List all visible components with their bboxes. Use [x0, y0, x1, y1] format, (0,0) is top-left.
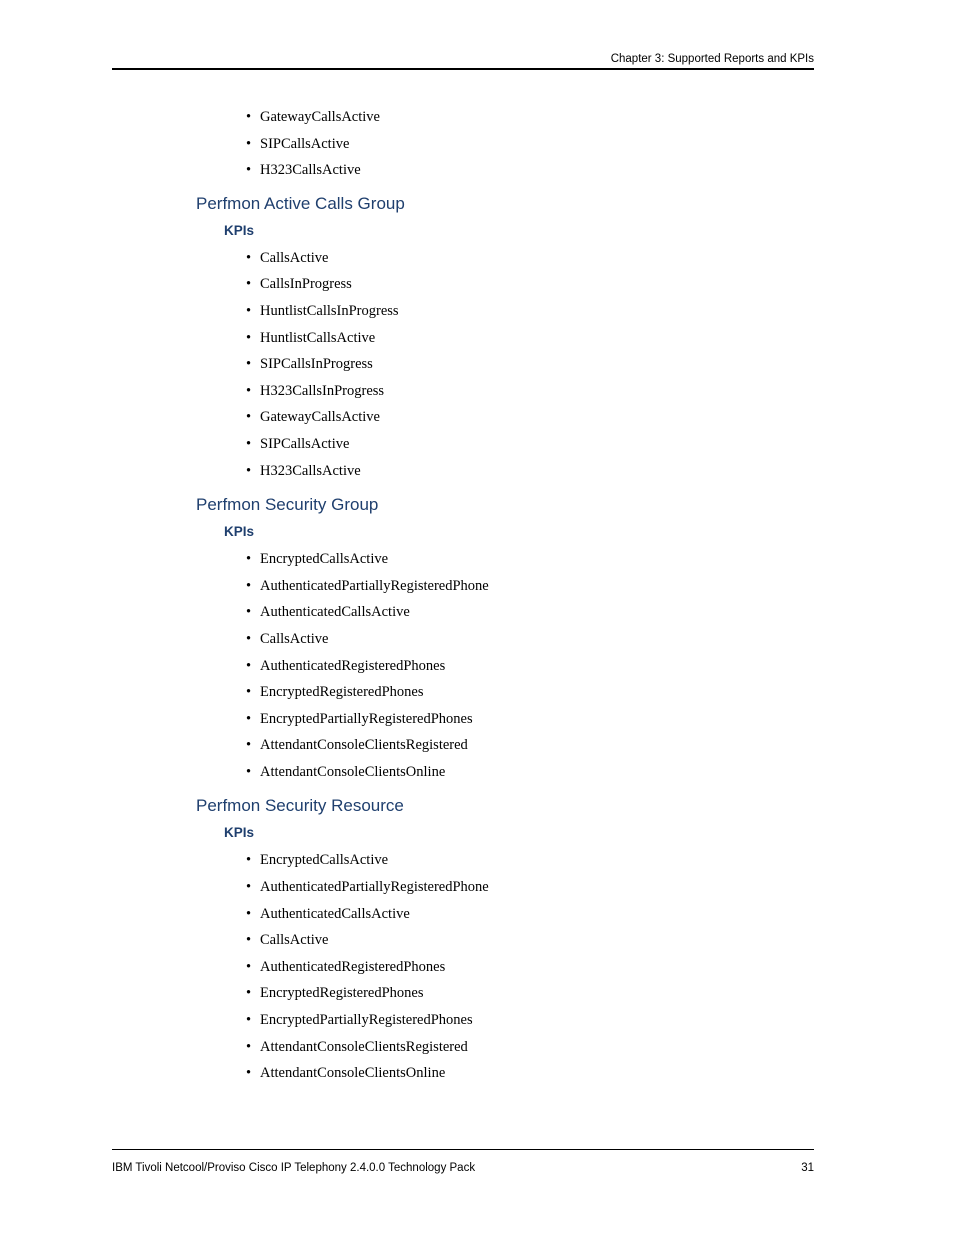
kpi-list [0, 546, 954, 785]
bullet-icon: • [246, 985, 252, 1002]
bullet-icon: • [246, 932, 252, 949]
section-security-group [0, 493, 954, 785]
list-item [0, 1060, 954, 1087]
list-item [0, 759, 954, 786]
list-item [0, 404, 954, 431]
list-item-text: SIPCallsInProgress [260, 356, 373, 373]
list-item-text: EncryptedPartiallyRegisteredPhones [260, 710, 473, 727]
header-rule [112, 68, 814, 70]
list-item-text: H323CallsActive [260, 162, 361, 179]
bullet-icon: • [246, 551, 252, 568]
section-title: Perfmon Security Resource [196, 796, 404, 816]
footer-title: IBM Tivoli Netcool/Proviso Cisco IP Telephony 2.4.0.0 Technology Pack [112, 1162, 476, 1174]
bullet-icon: • [246, 737, 252, 754]
list-item [0, 1007, 954, 1034]
bullet-icon: • [246, 657, 252, 674]
kpi-heading: KPIs [224, 524, 255, 540]
list-item [0, 679, 954, 706]
list-item [0, 298, 954, 325]
list-item-text: EncryptedPartiallyRegisteredPhones [260, 1012, 473, 1029]
list-item [0, 599, 954, 626]
bullet-icon: • [246, 577, 252, 594]
list-item [0, 847, 954, 874]
list-item-text: GatewayCallsActive [260, 409, 380, 426]
bullet-icon: • [246, 958, 252, 975]
list-item-text: AuthenticatedRegisteredPhones [260, 958, 446, 975]
list-item-text: AuthenticatedRegisteredPhones [260, 657, 446, 674]
list-item-text: CallsInProgress [260, 276, 352, 293]
section-title: Perfmon Active Calls Group [196, 193, 405, 213]
list-item-text: AuthenticatedCallsActive [260, 905, 410, 922]
section-active-calls-group [0, 192, 954, 484]
list-item-text: CallsActive [260, 630, 329, 647]
bullet-icon: • [246, 109, 252, 125]
list-item-text: AuthenticatedPartiallyRegisteredPhone [260, 879, 489, 896]
list-item-text: SIPCallsActive [260, 435, 350, 452]
page-body [0, 104, 954, 1087]
page-number: 31 [801, 1162, 814, 1174]
intro-kpi-list [0, 104, 954, 184]
list-item [0, 980, 954, 1007]
kpi-heading: KPIs [224, 222, 255, 238]
bullet-icon: • [246, 763, 252, 780]
section-title: Perfmon Security Group [196, 495, 379, 515]
list-item-text: EncryptedRegisteredPhones [260, 684, 424, 701]
list-item [0, 245, 954, 272]
list-item [0, 325, 954, 352]
list-item-text: EncryptedCallsActive [260, 852, 389, 869]
bullet-icon: • [246, 684, 252, 701]
list-item [0, 157, 954, 184]
list-item [0, 901, 954, 928]
kpi-list [0, 847, 954, 1086]
list-item [0, 351, 954, 378]
list-item-text: AttendantConsoleClientsRegistered [260, 1038, 468, 1055]
list-item [0, 927, 954, 954]
list-item-text: HuntlistCallsActive [260, 329, 376, 346]
list-item-text: AttendantConsoleClientsOnline [260, 1065, 446, 1082]
list-item-text: GatewayCallsActive [260, 109, 380, 125]
bullet-icon: • [246, 162, 252, 179]
list-item [0, 458, 954, 485]
list-item [0, 653, 954, 680]
bullet-icon: • [246, 249, 252, 266]
bullet-icon: • [246, 879, 252, 896]
bullet-icon: • [246, 356, 252, 373]
list-item-text: HuntlistCallsInProgress [260, 302, 399, 319]
list-item [0, 706, 954, 733]
bullet-icon: • [246, 329, 252, 346]
list-item-text: CallsActive [260, 249, 329, 266]
bullet-icon: • [246, 435, 252, 452]
bullet-icon: • [246, 710, 252, 727]
list-item-text: SIPCallsActive [260, 135, 350, 152]
list-item-text: CallsActive [260, 932, 329, 949]
bullet-icon: • [246, 276, 252, 293]
list-item [0, 1034, 954, 1061]
list-item-text: AuthenticatedPartiallyRegisteredPhone [260, 577, 489, 594]
bullet-icon: • [246, 382, 252, 399]
list-item [0, 546, 954, 573]
bullet-icon: • [246, 1065, 252, 1082]
bullet-icon: • [246, 604, 252, 621]
bullet-icon: • [246, 462, 252, 479]
list-item [0, 573, 954, 600]
bullet-icon: • [246, 135, 252, 152]
list-item [0, 271, 954, 298]
bullet-icon: • [246, 852, 252, 869]
bullet-icon: • [246, 302, 252, 319]
list-item-text: H323CallsInProgress [260, 382, 385, 399]
list-item [0, 131, 954, 158]
list-item [0, 732, 954, 759]
list-item [0, 104, 954, 131]
list-item [0, 626, 954, 653]
running-header: Chapter 3: Supported Reports and KPIs [610, 53, 814, 65]
footer-rule [112, 1149, 814, 1150]
section-security-resource [0, 794, 954, 1086]
list-item-text: AttendantConsoleClientsRegistered [260, 737, 468, 754]
list-item [0, 378, 954, 405]
list-item-text: EncryptedCallsActive [260, 551, 389, 568]
kpi-list [0, 245, 954, 484]
list-item-text: EncryptedRegisteredPhones [260, 985, 424, 1002]
list-item [0, 954, 954, 981]
bullet-icon: • [246, 1038, 252, 1055]
list-item-text: AttendantConsoleClientsOnline [260, 763, 446, 780]
list-item [0, 874, 954, 901]
list-item-text: AuthenticatedCallsActive [260, 604, 410, 621]
bullet-icon: • [246, 630, 252, 647]
bullet-icon: • [246, 1012, 252, 1029]
kpi-heading: KPIs [224, 825, 255, 841]
bullet-icon: • [246, 409, 252, 426]
list-item-text: H323CallsActive [260, 462, 361, 479]
bullet-icon: • [246, 905, 252, 922]
list-item [0, 431, 954, 458]
